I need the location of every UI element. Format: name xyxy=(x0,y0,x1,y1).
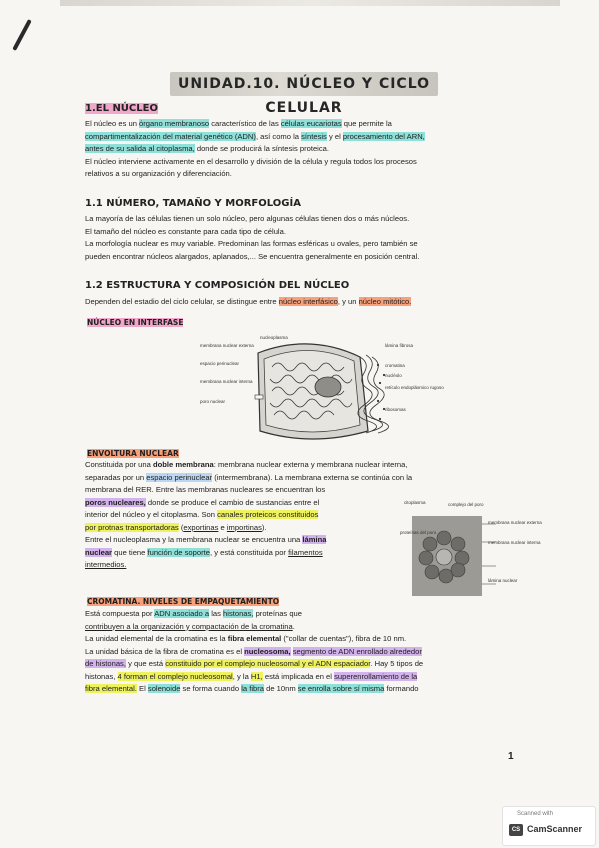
label-complejo-poro: complejo del poro xyxy=(448,502,484,507)
pen-mark xyxy=(12,19,31,51)
label-citoplasma: citoplasma xyxy=(404,500,426,505)
camscanner-logo-icon: CS xyxy=(509,824,523,836)
scanned-with-text: Scanned with xyxy=(517,811,554,817)
section11-paragraph: La mayoría de las células tienen un solo núcleo, pero algunas células tienen dos o más núcleos. El tamaño del núcleo es constante para cada tipo de célula. La morfología nuclear es muy variable. Predominan las formas esféricas u ovales, pero también se pueden encontrar núcleos alargados, aplanados,... Se encuentra generalmente en posición central. xyxy=(85,214,420,261)
nucleus-diagram-svg xyxy=(200,335,420,445)
label-nucleolo: nucléolo xyxy=(385,373,402,378)
label-cromatina: cromatina xyxy=(385,363,405,368)
section-heading-numero: 1.1 NÚMERO, TAMAÑO Y MORFOLOGÍA xyxy=(85,198,301,209)
section-heading-estructura: 1.2 ESTRUCTURA Y COMPOSICIÓN DEL NÚCLEO xyxy=(85,280,350,291)
tag-cromatina: CROMATINA. NIVELES DE EMPAQUETAMIENTO xyxy=(87,597,280,606)
label-membrana-externa: membrana nuclear externa xyxy=(200,343,254,348)
camscanner-brand-text: CamScanner xyxy=(527,824,583,834)
camscanner-watermark xyxy=(502,806,596,846)
label-poro-nuclear: poro nuclear xyxy=(200,399,226,404)
label-reticulo: retículo endoplásmico rugoso xyxy=(385,385,444,390)
label-espacio-perinuclear: espacio perinuclear xyxy=(200,361,240,366)
label-nucleoplasma: nucleoplasma xyxy=(260,335,288,340)
label-membrana-interna-2: membrana nuclear interna xyxy=(488,540,541,545)
page-number: 1 xyxy=(508,751,514,762)
label-proteinas-poro: proteínas del poro xyxy=(400,530,437,535)
label-lamina-nuclear: lámina nuclear xyxy=(488,578,518,583)
section-heading-nucleo: 1.EL NÚCLEO xyxy=(85,103,158,114)
nuclear-pore-svg xyxy=(400,496,518,604)
nuclear-pore-diagram xyxy=(400,496,542,604)
label-membrana-interna: membrana nuclear interna xyxy=(200,379,253,384)
cromatina-paragraph-wrapped: Está compuesta por ADN asociado a las histonas, proteínas que contribuyen a la organización y compactación de la cromatina. xyxy=(85,609,303,631)
subheading-nucleo-interfase: NÚCLEO EN INTERFASE xyxy=(87,318,184,327)
label-lamina-fibrosa: lámina fibrosa xyxy=(385,343,414,348)
envoltura-paragraph-wrapped: membrana del RER. Entre las membranas nucleares se encuentran los poros nucleares, donde se produce el cambio de sustancias entre el interior del núcleo y el citoplasma. Son canales proteicos constituidos por protnas transportadoras (exportinas e importinas). Entre el nucleoplasma y la membrana nuclear se encuentra una lámina nuclear que tiene función de soporte, y está constituida por filamentos intermedios. xyxy=(85,485,327,569)
page-top-shadow xyxy=(60,0,560,6)
nucleus-diagram xyxy=(200,335,444,445)
cromatina-paragraph-full: La unidad elemental de la cromatina es la fibra elemental ("collar de cuentas"), fibra de 10 nm. La unidad básica de la fibra de cromatina es el nucleosoma, segmento de ADN enrollado alrededor de histonas, y que está constituido por el complejo nucleosomal y el ADN espaciador. Hay 5 tipos de histonas, 4 forman el complejo nucleosomal, y la H1, está implicada en el superenrollamiento de la fibra elemental. El solenoide se forma cuando la fibra de 10nm se enrolla sobre sí misma formando xyxy=(85,634,424,693)
tag-envoltura-nuclear: ENVOLTURA NUCLEAR xyxy=(87,449,179,458)
page-title: UNIDAD.10. NÚCLEO Y CICLO CELULAR xyxy=(170,72,438,96)
section12-paragraph: Dependen del estadio del ciclo celular, se distingue entre núcleo interfásico, y un núcleo mitótico. xyxy=(85,297,412,306)
section1-paragraph: El núcleo es un órgano membranoso característico de las células eucariotas que permite la compartimentalización del material genético (ADN), así como la síntesis y el procesamiento del ARN, antes de su salida al citoplasma, donde se producirá la síntesis proteica. El núcleo interviene activamente en el desarrollo y división de la célula y regula todos los procesos relativos a su organización y diferenciación. xyxy=(85,119,425,178)
label-membrana-externa-2: membrana nuclear externa xyxy=(488,520,542,525)
label-ribosomas: ribosomas xyxy=(385,407,406,412)
envoltura-paragraph-full: Constituida por una doble membrana: membrana nuclear externa y membrana nuclear interna, separadas por un espacio perinuclear (intermembrana). La membrana externa se continúa con la xyxy=(85,460,413,482)
